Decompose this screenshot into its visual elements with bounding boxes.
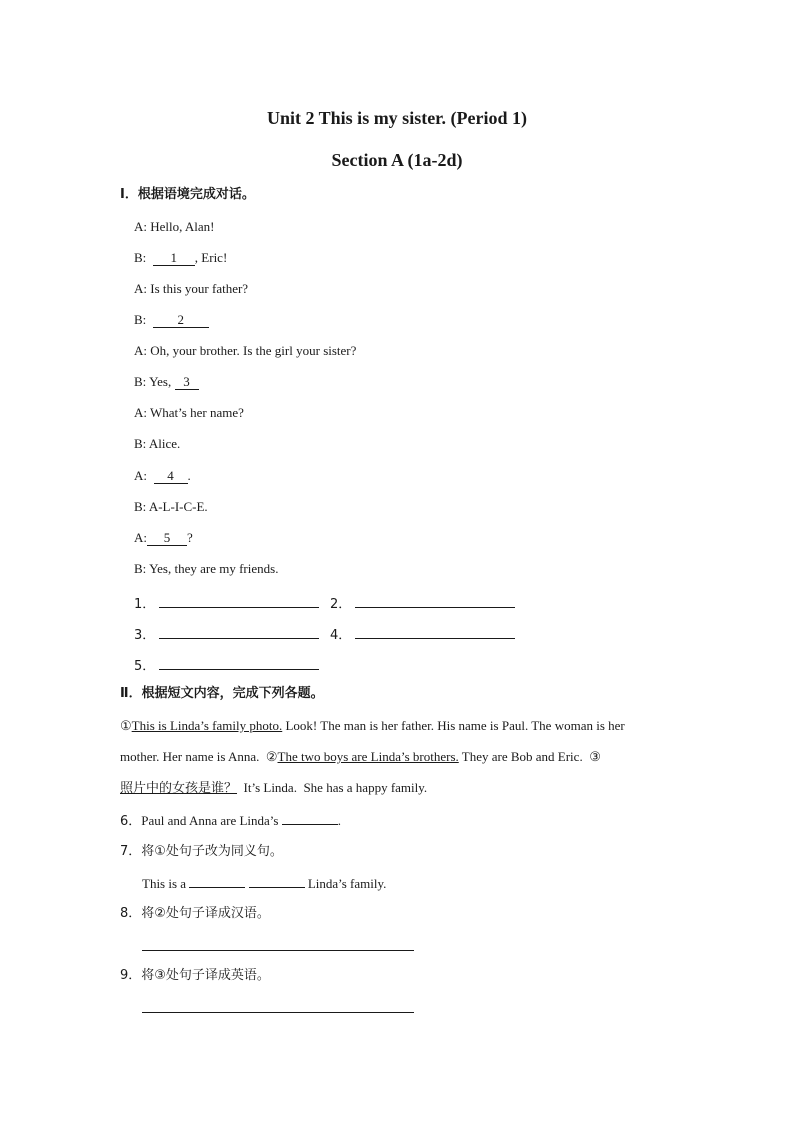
speaker: A: — [134, 343, 147, 358]
page-title: Unit 2 This is my sister. (Period 1) — [266, 108, 527, 128]
answer-line-3[interactable] — [159, 624, 319, 639]
dialogue-text: Yes, they are my friends. — [149, 561, 279, 576]
dialogue-text: What’s her name? — [150, 405, 244, 420]
speaker: A: — [134, 468, 147, 483]
passage-line — [120, 779, 427, 798]
dialogue-line — [134, 560, 278, 578]
speaker: B: — [134, 561, 147, 576]
underlined-sentence-3: 照片中的女孩是谁？ — [120, 781, 238, 796]
passage-text: mother. Her name is Anna. — [120, 749, 266, 764]
speaker: A: — [134, 219, 147, 234]
fill-text: Linda’s family. — [307, 876, 387, 891]
answer-row — [134, 624, 319, 645]
answer-line-q8[interactable] — [142, 950, 414, 951]
speaker: B: — [134, 312, 147, 327]
passage-text: They are Bob and Eric. — [458, 749, 590, 764]
speaker: B: — [134, 250, 147, 265]
answer-line-5[interactable] — [159, 655, 319, 670]
marker-2: ② — [265, 749, 278, 764]
passage-line — [120, 748, 601, 766]
blank-4[interactable]: 4 — [154, 468, 188, 484]
question-text: 将②处句子译成汉语。 — [141, 906, 270, 921]
dialogue-line — [134, 498, 208, 516]
question-6: 6．Paul and Anna are Linda’s . — [120, 810, 341, 831]
question-number: 6． — [120, 814, 142, 829]
speaker: A: — [134, 530, 147, 545]
dialogue-line — [134, 529, 193, 547]
dialogue-line — [134, 467, 191, 485]
marker-1: ① — [120, 718, 132, 733]
dialogue-line — [134, 435, 180, 453]
speaker: A: — [134, 281, 147, 296]
fill-text: This is a — [142, 876, 187, 891]
blank-q6[interactable] — [282, 810, 338, 825]
speaker: B: — [134, 374, 147, 389]
speaker: B: — [134, 436, 147, 451]
dialogue-text: . — [187, 468, 191, 483]
dialogue-text: Alice. — [148, 436, 181, 451]
dialogue-line — [134, 249, 227, 267]
passage-line — [120, 717, 625, 735]
answer-number: 5． — [134, 659, 156, 674]
blank-2[interactable]: 2 — [153, 312, 209, 328]
page-subtitle: Section A (1a-2d) — [331, 150, 463, 170]
dialogue-line — [134, 218, 215, 236]
answer-line-4[interactable] — [355, 624, 515, 639]
speaker: A: — [134, 405, 147, 420]
answer-number: 2． — [330, 597, 352, 612]
underlined-sentence-2: The two boys are Linda’s brothers. — [277, 749, 459, 764]
blank-3[interactable]: 3 — [175, 374, 199, 390]
passage-text: It’s Linda. She has a happy family. — [237, 780, 428, 795]
question-8 — [120, 904, 270, 923]
question-text: 将③处句子译成英语。 — [141, 968, 270, 983]
answer-row — [134, 593, 319, 614]
answer-number: 4． — [330, 628, 352, 643]
answer-line-1[interactable] — [159, 593, 319, 608]
dialogue-text: A-L-I-C-E. — [148, 499, 208, 514]
answer-number: 1． — [134, 597, 156, 612]
marker-3: ③ — [589, 749, 601, 764]
question-number: 7． — [120, 844, 142, 859]
dialogue-line — [134, 280, 248, 298]
answer-number: 3． — [134, 628, 156, 643]
answer-line-q9[interactable] — [142, 1012, 414, 1013]
dialogue-text: Hello, Alan! — [150, 219, 215, 234]
dialogue-text: Is this your father? — [150, 281, 249, 296]
blank-q7-a[interactable] — [189, 873, 245, 888]
answer-line-2[interactable] — [355, 593, 515, 608]
question-number: 9． — [120, 968, 142, 983]
dialogue-line — [134, 373, 199, 391]
question-text: 将①处句子改为同义句。 — [141, 844, 283, 859]
answer-row — [134, 655, 319, 676]
dialogue-line — [134, 311, 209, 329]
section2-heading: Ⅱ．根据短文内容，完成下列各题。 — [120, 686, 324, 701]
passage-text: Look! The man is her father. His name is Paul. The woman is her — [282, 718, 625, 733]
dialogue-line — [134, 404, 244, 422]
dialogue-text: ? — [187, 530, 193, 545]
question-7-fill — [142, 873, 386, 893]
blank-q7-b[interactable] — [249, 873, 305, 888]
blank-1[interactable]: 1 — [153, 250, 195, 266]
dialogue-text: Yes, — [149, 374, 172, 389]
underlined-sentence-1: This is Linda’s family photo. — [131, 718, 283, 733]
dialogue-line — [134, 342, 356, 360]
question-7 — [120, 842, 283, 861]
question-text: Paul and Anna are Linda’s — [141, 813, 279, 828]
question-number: 8． — [120, 906, 142, 921]
answer-row — [330, 624, 515, 645]
speaker: B: — [134, 499, 147, 514]
dialogue-text: Oh, your brother. Is the girl your sister? — [150, 343, 357, 358]
dialogue-text: , Eric! — [194, 250, 228, 265]
section1-heading: Ⅰ．根据语境完成对话。 — [120, 187, 255, 202]
blank-5[interactable]: 5 — [147, 530, 187, 546]
answer-row — [330, 593, 515, 614]
question-9 — [120, 966, 270, 985]
